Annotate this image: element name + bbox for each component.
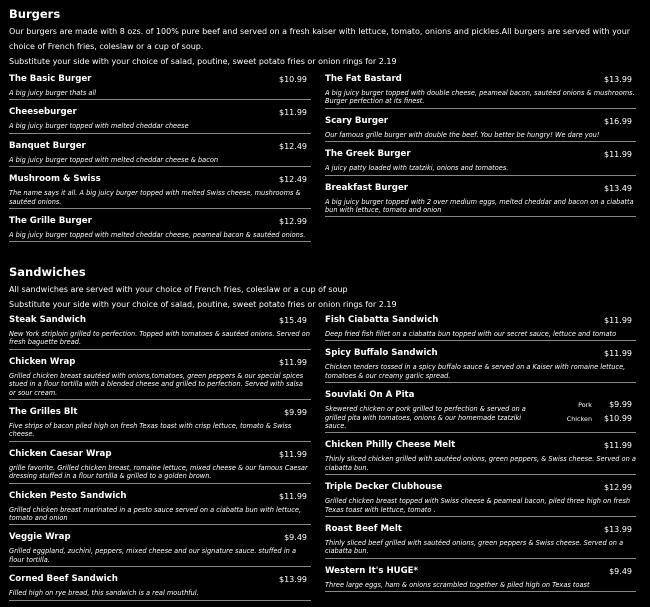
item-description: A big juicy burger topped with melted cheddar cheese & bacon	[9, 155, 219, 164]
item-price: $12.99	[604, 483, 632, 493]
item-description: Five strips of bacon piled high on fresh Texas toast with crisp lettuce, tomato & Swiss cheese.	[9, 422, 292, 439]
menu-item	[325, 565, 636, 592]
sandwiches-description: All sandwiches are served with your choice of French fries, coleslaw or a cup of soup	[9, 285, 348, 294]
item-price: $10.99	[279, 75, 307, 84]
sandwiches-substitute-note: Substitute your side with your choice of salad, poutine, sweet potato fries or onion rings for 2.19	[9, 300, 397, 309]
burgers-substitute-note: Substitute your side with your choice of salad, poutine, sweet potato fries or onion rings for 2.19	[9, 57, 397, 66]
menu-item	[325, 115, 636, 142]
menu-item	[9, 173, 311, 209]
item-price: $12.49	[279, 175, 307, 185]
item-price: $12.99	[279, 217, 307, 227]
menu-item	[9, 356, 311, 400]
item-description: A juicy patty loaded with tzatziki, onions and tomatoes.	[325, 164, 509, 173]
item-price: $9.49	[609, 566, 632, 576]
item-name: The Greek Burger	[325, 149, 411, 160]
item-price: $13.99	[604, 75, 632, 84]
item-description: Grilled chicken breast sautéed with onions,tomatoes, green peppers & our special spices stued in a flour tortilla with a blended cheese and grilled to perfection. Served with salsa or sour cream.	[9, 371, 304, 397]
item-name: Breakfast Burger	[325, 182, 409, 193]
sandwiches-title: Sandwiches	[9, 265, 86, 279]
item-price: $11.99	[279, 357, 307, 367]
price-options	[567, 398, 636, 430]
item-description: A big juicy burger topped with 2 over medium eggs, melted cheddar and bacon on a ciabatta bun with lettuce, tomato and onion	[325, 197, 634, 215]
item-price: $15.49	[279, 316, 307, 325]
item-description: New York striploin grilled to perfection. Topped with tomatoes & sautéed onions. Served on fresh baguette bread.	[9, 330, 310, 347]
item-name: The Grilles Blt	[9, 407, 78, 418]
item-name: Corned Beef Sandwich	[9, 574, 118, 585]
burgers-section	[9, 7, 641, 69]
item-description: A big juicy burger thats all	[9, 89, 97, 97]
item-name: The Grille Burger	[9, 216, 92, 227]
item-description: Thinly sliced beef grilled with sautéed onions, green peppers & Swiss cheese. Served on a ciabatta bun.	[325, 539, 624, 556]
sandwiches-right-column	[325, 314, 636, 598]
item-price: $13.49	[604, 183, 632, 193]
menu-item	[9, 406, 311, 442]
menu-item	[325, 182, 636, 218]
item-price: $11.99	[279, 449, 307, 459]
sandwiches-left-column	[9, 314, 311, 607]
item-description: Thinly sliced chicken grilled with sautéed onions, green peppers, & Swiss cheese. Served on a ciabatta bun.	[325, 455, 636, 472]
menu-item	[325, 439, 636, 475]
burgers-title: Burgers	[9, 7, 61, 21]
item-price: $11.99	[604, 316, 632, 325]
item-description: Skewered chicken or pork grilled to perfection & served on a grilled pita with tomatoes, onions & our homemade tzatziki sauce.	[325, 405, 526, 431]
item-name: Mushroom & Swiss	[9, 174, 101, 185]
item-description: Deep fried fish fillet on a ciabatta bun topped with our secret sauce, lettuce and tomato	[325, 330, 617, 338]
menu-item	[325, 523, 636, 559]
item-name: Fish Ciabatta Sandwich	[325, 315, 439, 325]
item-description: Grilled chicken breast topped with Swiss cheese & peameal bacon, piled three high on fresh Texas toast with lettuce, tomato .	[325, 497, 631, 514]
menu-item	[325, 347, 636, 383]
item-description: Chicken tenders tossed in a spicy buffalo sauce & served on a Kaiser with romaine lettuce, tomatoes & our creamy garlic spread.	[325, 363, 626, 380]
item-description: A big juicy burger topped with double cheese, peameal bacon, sautéed onions & mushrooms. Burger perfection at its finest.	[325, 89, 635, 106]
item-price: $11.99	[604, 441, 632, 451]
menu-item	[325, 73, 636, 109]
item-price: $11.99	[279, 491, 307, 501]
item-name: Roast Beef Melt	[325, 524, 402, 535]
item-description: A big juicy burger topped with melted cheddar cheese, peameal bacon & sautéed onions.	[9, 231, 306, 240]
item-description: Grilled eggpland, zuchini, peppers, mixed cheese and our signature sauce. stuffed in a flour tortilla.	[9, 547, 296, 564]
menu-item	[9, 215, 311, 242]
menu-item	[9, 490, 311, 526]
item-price: $11.99	[604, 349, 632, 359]
menu-item	[9, 573, 311, 600]
item-description: Three large eggs, ham & onions scrambled together & piled high on Texas toast	[325, 580, 590, 589]
item-description: Grilled chicken breast marinated in a pesto sauce served on a ciabatta bun with lettuce, tomato and onion	[9, 505, 302, 523]
item-name: Banquet Burger	[9, 140, 86, 151]
item-name: Western It's HUGE*	[325, 565, 419, 576]
item-name: Scary Burger	[325, 115, 389, 126]
price-option-value: $9.99	[609, 400, 632, 410]
item-name: Souvlaki On A Pita	[325, 390, 415, 401]
menu-item	[9, 531, 311, 567]
item-description: A big juicy burger topped with melted cheddar cheese	[9, 122, 189, 131]
item-name: Spicy Buffalo Sandwich	[325, 348, 438, 359]
price-option-label: Pork	[578, 401, 592, 410]
item-price: $11.99	[279, 108, 307, 118]
item-name: Cheeseburger	[9, 107, 77, 118]
item-price: $12.49	[279, 141, 307, 151]
item-name: Steak Sandwich	[9, 315, 86, 325]
menu-item	[325, 148, 636, 175]
menu-item	[9, 106, 311, 133]
item-name: Triple Decker Clubhouse	[325, 482, 443, 493]
item-price: $9.49	[284, 533, 307, 543]
item-description: The name says it all. A big juicy burger topped with melted Swiss cheese, mushrooms & sautéed onions.	[9, 189, 301, 206]
menu-item	[9, 314, 311, 350]
item-price: $9.99	[284, 408, 307, 418]
menu-item	[9, 448, 311, 484]
menu-item	[9, 73, 311, 100]
price-option-label: Chicken	[566, 415, 592, 424]
burgers-description: Our burgers are made with 8 ozs. of 100% pure beef and served on a fresh kaiser with lettuce, tomato, onions and pickles.All burgers are served with your choice of French fries, coleslaw or a cup of soup.	[9, 27, 631, 51]
item-name: The Basic Burger	[9, 74, 92, 84]
item-name: Chicken Caesar Wrap	[9, 448, 112, 459]
sandwiches-section	[9, 265, 641, 312]
menu-item	[325, 314, 636, 341]
item-description: Filled high on rye bread, this sandwich is a real mouthful.	[9, 589, 199, 598]
item-name: Chicken Pesto Sandwich	[9, 490, 127, 501]
burgers-left-column	[9, 73, 311, 248]
menu-item-souvlaki	[325, 389, 636, 433]
item-price: $13.99	[604, 525, 632, 535]
burgers-right-column	[325, 73, 636, 223]
item-price: $13.99	[279, 575, 307, 585]
item-name: The Fat Bastard	[325, 74, 402, 84]
menu-item	[9, 140, 311, 167]
menu-item	[325, 481, 636, 517]
item-description: grille favorite. Grilled chicken breast, romaine lettuce, mixed cheese & our famous Caesar dressing stuffed in a flour tortilla & grilled to a golden brown.	[9, 463, 308, 481]
item-name: Chicken Wrap	[9, 356, 76, 367]
item-name: Chicken Philly Cheese Melt	[325, 440, 456, 451]
item-price: $16.99	[604, 116, 632, 126]
item-description: Our famous grille burger with double the beef. You better be hungry! We dare you!	[325, 130, 600, 139]
item-price: $11.99	[604, 150, 632, 160]
item-name: Veggie Wrap	[9, 532, 71, 543]
price-option-value: $10.99	[604, 414, 632, 424]
